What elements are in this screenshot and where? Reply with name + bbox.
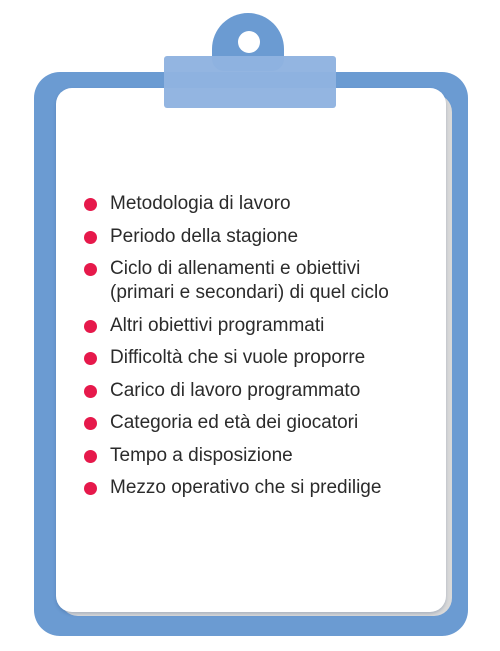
list-item-label: Mezzo operativo che si predilige xyxy=(110,477,382,498)
bullet-dot-icon xyxy=(84,417,97,430)
bullet-dot-icon xyxy=(84,198,97,211)
clipboard-clip-icon xyxy=(164,56,336,108)
bullet-dot-icon xyxy=(84,385,97,398)
list-item xyxy=(84,411,434,435)
bullet-dot-icon xyxy=(84,231,97,244)
clip-hole xyxy=(238,31,260,53)
list-item xyxy=(84,192,434,216)
list-item-label: Metodologia di lavoro xyxy=(110,193,291,214)
list-item xyxy=(84,314,434,338)
bullet-dot-icon xyxy=(84,450,97,463)
list-item-label: Difficoltà che si vuole proporre xyxy=(110,347,366,368)
bullet-dot-icon xyxy=(84,482,97,495)
list-item-label: Categoria ed età dei giocatori xyxy=(110,412,359,433)
list-item-label: Ciclo di allenamenti e obiettivi (primari e secondari) di quel ciclo xyxy=(110,258,389,303)
list-item-label: Periodo della stagione xyxy=(110,225,299,247)
list-item-label: Carico di lavoro programmato xyxy=(110,379,361,401)
list-item xyxy=(84,379,434,403)
list-item xyxy=(84,444,434,468)
checklist xyxy=(84,192,434,509)
list-item xyxy=(84,257,434,305)
bullet-dot-icon xyxy=(84,320,97,333)
bullet-dot-icon xyxy=(84,263,97,276)
list-item xyxy=(84,476,434,500)
list-item xyxy=(84,346,434,370)
list-item xyxy=(84,225,434,249)
list-item-label: Tempo a disposizione xyxy=(110,444,293,466)
bullet-dot-icon xyxy=(84,352,97,365)
list-item-label: Altri obiettivi programmati xyxy=(110,314,325,336)
